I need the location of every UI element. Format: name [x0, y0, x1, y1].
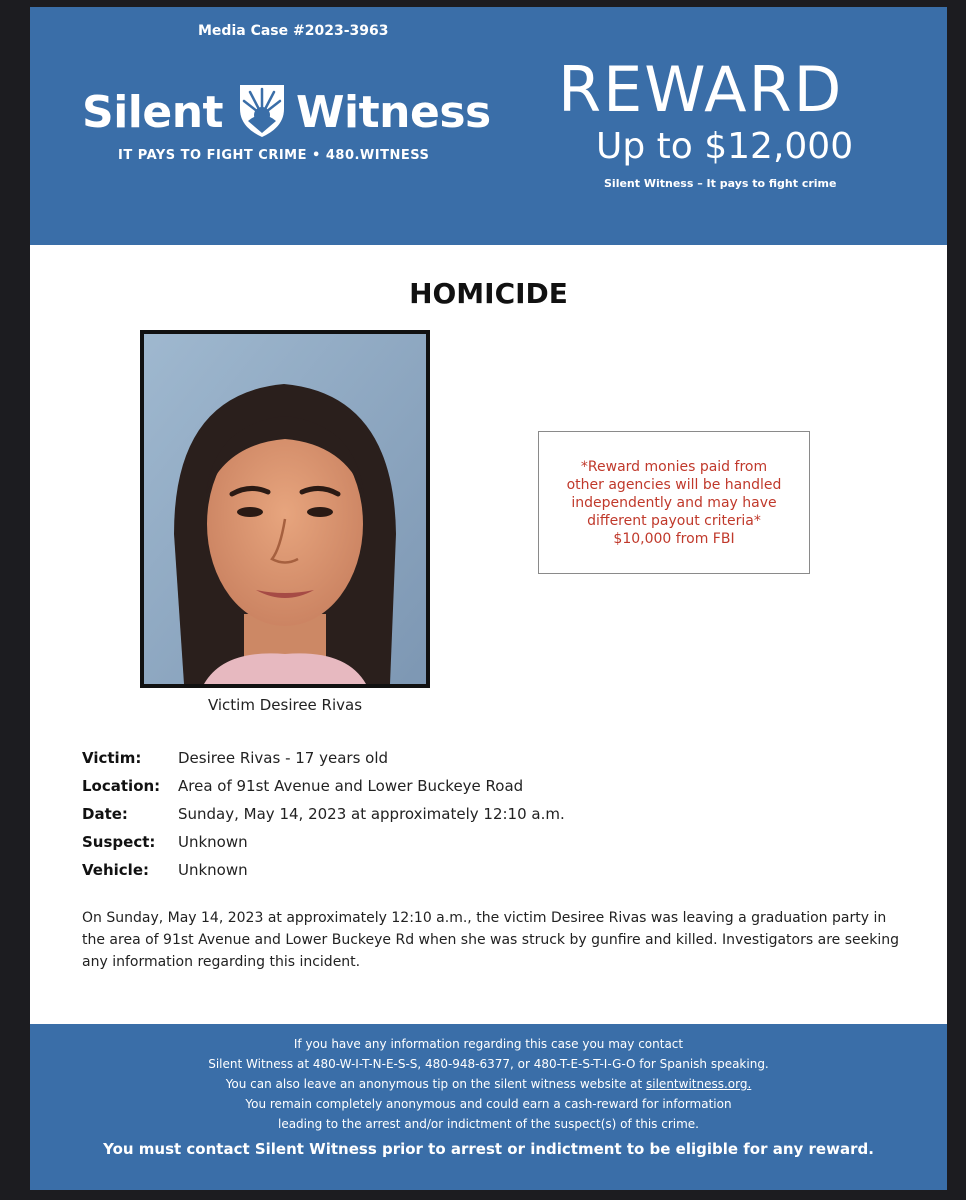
case-details [82, 749, 902, 889]
website-link[interactable]: silentwitness.org. [646, 1077, 752, 1091]
footer-line: leading to the arrest and/or indictment of the suspect(s) of this crime. [277, 1117, 699, 1131]
detail-value: Sunday, May 14, 2023 at approximately 12:10 a.m. [178, 805, 565, 823]
detail-row-victim [82, 749, 902, 777]
detail-row-suspect [82, 833, 902, 861]
detail-value: Unknown [178, 833, 248, 851]
photo-caption: Victim Desiree Rivas [207, 696, 363, 714]
detail-row-date [82, 805, 902, 833]
logo-tagline: IT PAYS TO FIGHT CRIME • 480.WITNESS [118, 148, 430, 163]
detail-row-vehicle [82, 861, 902, 889]
sun-shield-icon [236, 79, 288, 139]
reward-subtitle: Silent Witness – It pays to fight crime [604, 177, 837, 190]
footer-line [30, 1074, 947, 1094]
logo-word-witness: Witness [296, 87, 491, 138]
logo-word-silent: Silent [82, 87, 224, 138]
footer-line-text: You can also leave an anonymous tip on the silent witness website at [225, 1077, 647, 1091]
footer-line: You remain completely anonymous and could earn a cash-reward for information [245, 1097, 732, 1111]
footer-banner [30, 1024, 947, 1190]
detail-label: Suspect: [82, 833, 156, 851]
reward-title: REWARD [558, 53, 844, 126]
footer-line: If you have any information regarding this case you may contact [293, 1037, 684, 1051]
notice-line: $10,000 from FBI [613, 530, 735, 547]
detail-label: Date: [82, 805, 128, 823]
eligibility-warning: You must contact Silent Witness prior to arrest or indictment to be eligible for any reward. [103, 1140, 874, 1158]
victim-portrait-image [144, 334, 426, 684]
notice-line: *Reward monies paid from [580, 458, 768, 475]
flyer [30, 7, 947, 1190]
detail-label: Vehicle: [82, 861, 149, 879]
notice-line: other agencies will be handled [566, 476, 782, 493]
detail-row-location [82, 777, 902, 805]
reward-notice-box [538, 431, 810, 574]
contact-instructions [30, 1034, 947, 1134]
silent-witness-logo [82, 79, 512, 169]
victim-photo [140, 330, 430, 688]
crime-title: HOMICIDE [409, 277, 568, 310]
footer-line: Silent Witness at 480-W-I-T-N-E-S-S, 480-948-6377, or 480-T-E-S-T-I-G-O for Spanish speaking. [208, 1057, 769, 1071]
reward-amount: Up to $12,000 [596, 126, 854, 167]
detail-value: Unknown [178, 861, 248, 879]
notice-line: different payout criteria* [587, 512, 761, 529]
detail-label: Location: [82, 777, 161, 795]
media-case-number: Media Case #2023-3963 [198, 23, 389, 39]
header-banner [30, 7, 947, 245]
case-narrative: On Sunday, May 14, 2023 at approximately 12:10 a.m., the victim Desiree Rivas was leaving a graduation party in the area of 91st Avenue and Lower Buckeye Rd when she was struck by gunfire and killed. Investigators are seeking any information regarding this incident. [82, 910, 899, 970]
notice-line: independently and may have [571, 494, 777, 511]
detail-value: Desiree Rivas - 17 years old [178, 749, 389, 767]
detail-value: Area of 91st Avenue and Lower Buckeye Road [178, 777, 524, 795]
detail-label: Victim: [82, 749, 142, 767]
